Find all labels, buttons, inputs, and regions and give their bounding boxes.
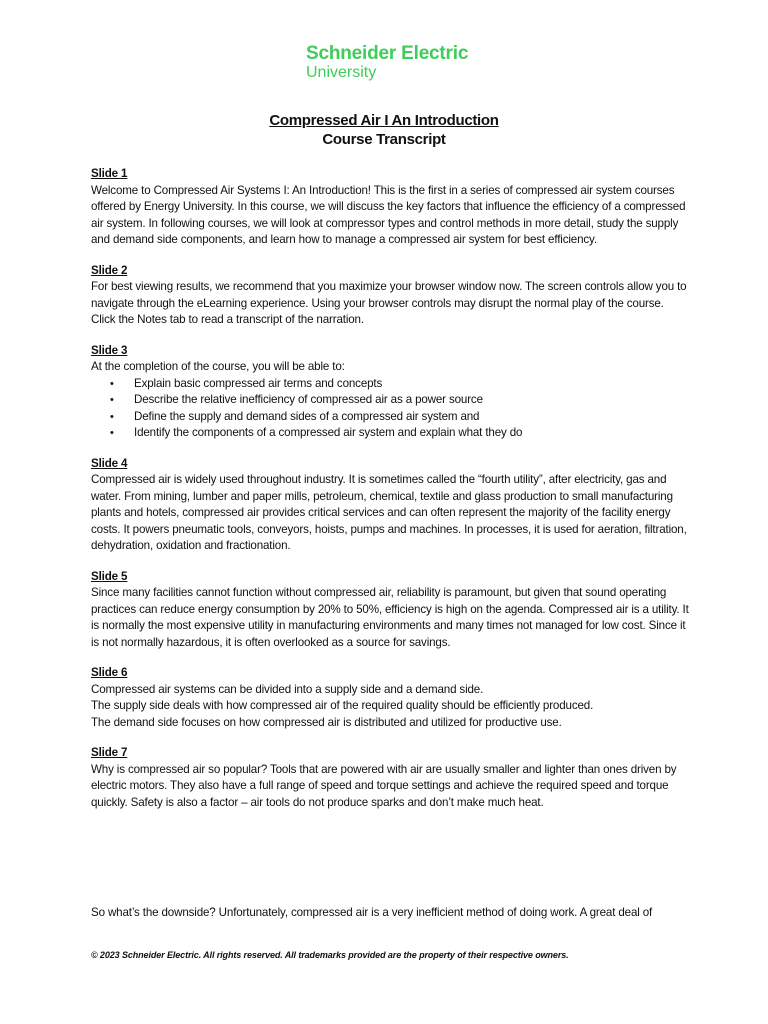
slide-paragraph: For best viewing results, we recommend that you maximize your browser window now. The screen controls allow you to navigate through the eLearning experience. Using your browser controls may disrupt the normal play of the course. Click the Notes tab to read a transcript of the narration.: [91, 280, 687, 326]
slide-heading: Slide 1: [91, 167, 128, 180]
slide-paragraph: Welcome to Compressed Air Systems I: An Introduction! This is the first in a series of compressed air system courses offered by Energy University. In this course, we will discuss the key factors that influence the efficiency of a compressed air system. In following courses, we will look at compressor types and control methods in more detail, study the supply and demand side components, and learn how to manage a compressed air system for best efficiency.: [91, 183, 686, 246]
slide-heading: Slide 5: [91, 569, 128, 583]
objectives-list: [91, 376, 691, 442]
list-item-text: Explain basic compressed air terms and concepts: [134, 376, 383, 390]
document-title: [0, 112, 768, 150]
slide-heading: Slide 2: [91, 263, 128, 277]
list-item: [108, 409, 691, 426]
list-item-text: Define the supply and demand sides of a compressed air system and: [134, 409, 480, 423]
continuation-paragraph: So what’s the downside? Unfortunately, compressed air is a very inefficient method of doing work. A great deal of: [91, 906, 653, 919]
slide-section: [91, 343, 691, 442]
slides-content: [91, 166, 691, 825]
list-item-text: Identify the components of a compressed air system and explain what they do: [134, 426, 523, 439]
slide-heading: Slide 7: [91, 746, 128, 759]
copyright-footer: © 2023 Schneider Electric. All rights reserved. All trademarks provided are the property of their respective owners.: [91, 950, 569, 960]
slide-section: [91, 569, 691, 652]
slide-paragraph: The supply side deals with how compressed air of the required quality should be efficiently produced.: [91, 699, 594, 712]
bullet-icon: •: [110, 394, 114, 406]
bullet-icon: •: [110, 410, 114, 423]
slide-section: [91, 263, 691, 329]
slide-section: [91, 166, 691, 249]
course-subtitle: Course Transcript: [322, 131, 446, 148]
bullet-icon: •: [110, 377, 114, 390]
bullet-icon: •: [110, 427, 114, 439]
slide-heading: Slide 4: [91, 456, 128, 470]
list-item: [108, 425, 691, 442]
logo-sub-text: University: [306, 64, 377, 81]
slide-paragraph: Why is compressed air so popular? Tools that are powered with air are usually smaller and lighter than ones driven by electric motors. They also have a full range of speed and torque settings and achieve the required speed and torque quickly. Safety is also a factor – air tools do not produce sparks and don’t make much heat.: [91, 762, 677, 809]
list-item-text: Describe the relative inefficiency of compressed air as a power source: [134, 393, 483, 406]
logo-brand-text: Schneider Electric: [306, 43, 469, 64]
slide-heading: Slide 6: [91, 666, 128, 679]
schneider-electric-university-logo: [306, 44, 468, 81]
slide-paragraph: Compressed air is widely used throughout industry. It is sometimes called the “fourth utility”, after electricity, gas and water. From mining, lumber and paper mills, petroleum, chemical, textile and glass production to small manufacturing plants and hotels, compressed air provides critical services and can often represent the majority of the facility energy costs. It powers pneumatic tools, conveyors, hoists, pumps and machines. In processes, it is used for aeration, filtration, dehydration, oxidation and fractionation.: [91, 473, 687, 552]
slide-paragraph: Since many facilities cannot function without compressed air, reliability is paramount, but given that sound operating practices can reduce energy consumption by 20% to 50%, efficiency is high on the agenda. Compressed air is a utility. It is normally the most expensive utility in manufacturing environments and many times not managed for low cost. Since it is not normally hazardous, it is often overlooked as a source for savings.: [91, 586, 689, 649]
list-item: [108, 392, 691, 409]
course-title: Compressed Air I An Introduction: [269, 112, 499, 129]
slide-section: [91, 665, 691, 731]
slide-heading: Slide 3: [91, 343, 128, 357]
slide-paragraph: The demand side focuses on how compressed air is distributed and utilized for productive use.: [91, 715, 562, 729]
slide-section: [91, 456, 691, 555]
slide-section: [91, 745, 691, 811]
slide-paragraph: At the completion of the course, you will be able to:: [91, 360, 345, 373]
list-item: [108, 376, 691, 393]
slide-paragraph: Compressed air systems can be divided into a supply side and a demand side.: [91, 682, 484, 696]
